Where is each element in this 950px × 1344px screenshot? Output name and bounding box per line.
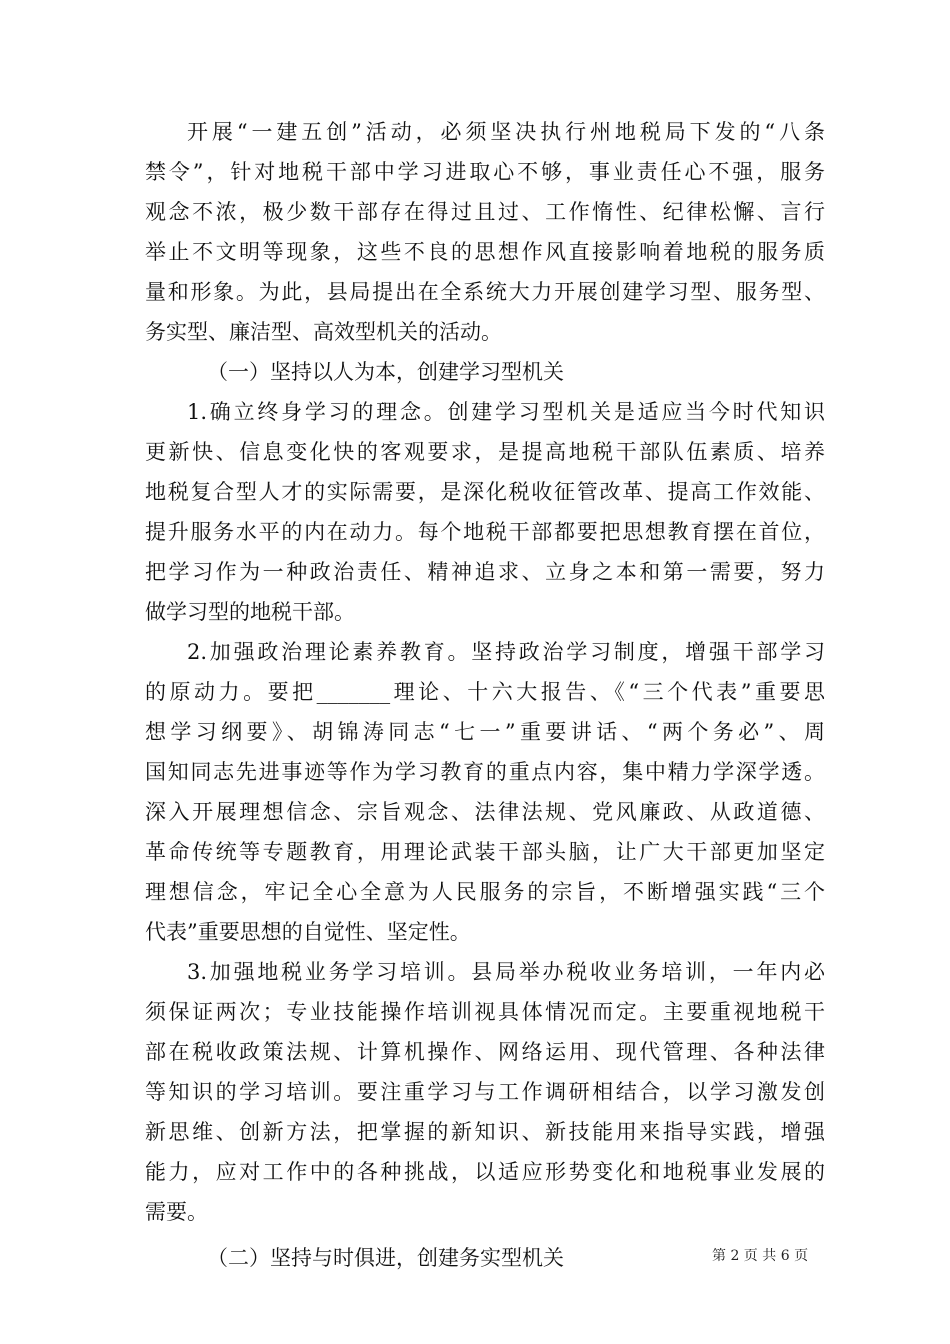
text-line: 提升服务水平的内在动力。每个地税干部都要把思想教育摆在首位， — [145, 520, 825, 544]
text-line: 务实型、廉洁型、高效型机关的活动。 — [145, 320, 502, 344]
text-line: 2.加强政治理论素养教育。坚持政治学习制度，增强干部学习 — [187, 640, 825, 664]
text-line: 国知同志先进事迹等作为学习教育的重点内容，集中精力学深学透。 — [145, 760, 825, 784]
paragraph-intro — [145, 112, 825, 352]
text-line: 更新快、信息变化快的客观要求，是提高地税干部队伍素质、培养 — [145, 440, 825, 464]
text-line: 量和形象。为此，县局提出在全系统大力开展创建学习型、服务型、 — [145, 280, 825, 304]
section-heading-1: （一）坚持以人为本，创建学习型机关 — [207, 360, 564, 384]
text-line: 观念不浓，极少数干部存在得过且过、工作惰性、纪律松懈、言行 — [145, 200, 825, 224]
text-line: 举止不文明等现象，这些不良的思想作风直接影响着地税的服务质 — [145, 240, 825, 264]
text-line: 需要。 — [145, 1200, 208, 1224]
text-line: 革命传统等专题教育，用理论武装干部头脑，让广大干部更加坚定 — [145, 840, 825, 864]
text-line: 代表”重要思想的自觉性、坚定性。 — [145, 920, 471, 944]
text-line: 1.确立终身学习的理念。创建学习型机关是适应当今时代知识 — [187, 400, 825, 424]
text-line: 把学习作为一种政治责任、精神追求、立身之本和第一需要，努力 — [145, 560, 825, 584]
text-line: 等知识的学习培训。要注重学习与工作调研相结合，以学习激发创 — [145, 1080, 825, 1104]
section-heading-2: （二）坚持与时俱进，创建务实型机关 — [207, 1246, 564, 1270]
text-line: 地税复合型人才的实际需要，是深化税收征管改革、提高工作效能、 — [145, 480, 825, 504]
text-line: 部在税收政策法规、计算机操作、网络运用、现代管理、各种法律 — [145, 1040, 825, 1064]
text-line: 须保证两次；专业技能操作培训视具体情况而定。主要重视地税干 — [145, 1000, 825, 1024]
document-body — [145, 112, 825, 1278]
text-line: 能力，应对工作中的各种挑战，以适应形势变化和地税事业发展的 — [145, 1160, 825, 1184]
text-line: 理想信念，牢记全心全意为人民服务的宗旨，不断增强实践“三个 — [145, 880, 825, 904]
paragraph-point-3 — [145, 952, 825, 1232]
page-number-footer: 第 2 页 共 6 页 — [712, 1248, 809, 1264]
text-line: 想学习纲要》、胡锦涛同志“七一”重要讲话、“两个务必”、周 — [145, 720, 825, 744]
text-line: 做学习型的地税干部。 — [145, 600, 355, 624]
text-line: 开展“一建五创”活动，必须坚决执行州地税局下发的“八条 — [187, 120, 825, 144]
paragraph-point-2 — [145, 632, 825, 952]
text-line: 新思维、创新方法，把掌握的新知识、新技能用来指导实践，增强 — [145, 1120, 825, 1144]
text-line: 的原动力。要把_______理论、十六大报告、《“三个代表”重要思 — [145, 680, 825, 704]
text-line: 深入开展理想信念、宗旨观念、法律法规、党风廉政、从政道德、 — [145, 800, 825, 824]
text-line: 3.加强地税业务学习培训。县局举办税收业务培训，一年内必 — [187, 960, 825, 984]
paragraph-point-1 — [145, 392, 825, 632]
text-line: 禁令”，针对地税干部中学习进取心不够，事业责任心不强，服务 — [145, 160, 825, 184]
